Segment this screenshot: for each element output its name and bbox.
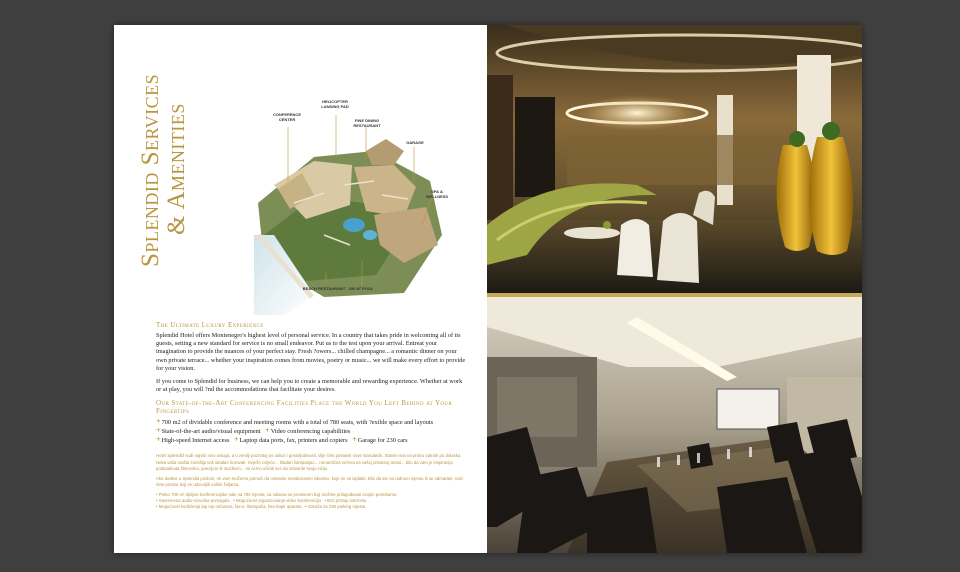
plus-icon: + <box>156 435 161 445</box>
title-line-2: & Amenities <box>163 103 190 235</box>
feature-item: State-of-the-art audio/visual equipment <box>161 428 261 436</box>
label-pool: 250 M² POOL <box>348 286 374 291</box>
local-bullet: • Garaža za 230 parking mjesta <box>305 504 366 510</box>
plus-icon: + <box>352 435 357 445</box>
label-fine-dining: FINE DINING RESTAURANT <box>353 118 381 128</box>
feature-row <box>156 418 466 427</box>
resort-aerial-map <box>254 85 454 315</box>
brochure-spread <box>114 25 862 553</box>
feature-list <box>156 418 466 445</box>
label-beach-restaurant: BEACH RESTAURANT <box>302 286 346 291</box>
luxury-paragraph-1: Splendid Hotel offers Montenegro's highest level of personal service. In a country that takes pride in welcoming all of its guests, setting a new standard for service is no small endeavor. Put us to the test upon your arrival. Entreat your imagination to provide the nuances of your perfect stay. Fresh ?owers... chilled champagne... a romantic dinner on your own private terrace... whether your inspiration comes from movies, poetry or music... we will make every effort to provide for your vision. <box>156 332 466 372</box>
title-line-1: Splendid Services <box>137 73 164 267</box>
local-bullet: • Mogućnost korišćenja lap top računara, fax-a, štampača, foto-kopir aparata <box>156 504 302 510</box>
section-heading-luxury: The Ultimate Luxury Experience <box>156 321 264 329</box>
label-spa-wellness: SPA & WELLNESS <box>425 189 449 199</box>
left-page <box>114 25 487 553</box>
page-title <box>138 45 198 275</box>
feature-item: High-speed Internet access <box>161 437 230 445</box>
feature-row <box>156 427 466 436</box>
local-paragraph-1: Hotel Splendid nudi najviši nivo usluga, a u zemlji poznatoj po usluzi i gostoljubivosti, vlije ćeki postaviti nove standarde. Stavite nas na probu odmah po dolasku. Neka vaša mašta zamišlja vaš idealan boravak. Svježe cvijeće... hladan šampanjac... romantična večera na vašoj privatnoj terasi... bilo da vam je inspiracija podstaknuta filmovima, poezijom ili muzikom... mi ćemo učiniti sve da ostvarite svoju viziju. <box>156 453 462 471</box>
label-garage: GARAGE <box>406 140 424 145</box>
feature-row <box>156 436 466 445</box>
plus-icon: + <box>265 426 270 436</box>
local-bullet: • Savremena audio-vizuelna pomagala <box>156 498 230 504</box>
local-bullet: • Mogućnost organizovanja video konferencija <box>233 498 321 504</box>
plus-icon: + <box>156 426 161 436</box>
feature-item: 700 m2 of dividable conference and meeting rooms with a total of 780 seats, with ?exible space and layouts <box>161 419 434 427</box>
local-bullet-row <box>156 504 466 510</box>
feature-item: Video conferencing capabilities <box>270 428 351 436</box>
conference-room-photo <box>487 297 862 553</box>
label-conference-center: CONFERENCE CENTER <box>272 112 301 122</box>
feature-item: Garage for 230 cars <box>357 437 408 445</box>
feature-item: Laptop data ports, fax, printers and copiers <box>239 437 348 445</box>
local-paragraph-2: Ako dođete u Splendid poslom, mi vam možemo pomoći da ostvarite nezaboravno iskustvo, koje će se isplatiti. Bilo da ste na radnom mjestu ili se odmarate, naći ćete prostor koji će udovoljiti vašim željama. <box>156 475 463 487</box>
text-content <box>156 321 466 511</box>
plus-icon: + <box>156 417 161 427</box>
section-heading-conferencing: Our State-of-the-Art Conferencing Facilities Place the World You Left Behind at Your Fingertips <box>156 399 453 416</box>
luxury-paragraph-2: If you come to Splendid for business, we can help you to create a memorable and rewarding experience. Whether at work or at play, you will ?nd the accommodations that facilitate your desires. <box>156 378 463 394</box>
local-bullet: • Brzi pristup internetu <box>324 498 367 504</box>
lobby-lounge-photo <box>487 25 862 293</box>
right-page <box>487 25 862 553</box>
label-helicopter-pad: HELICOPTER LANDING PAD <box>321 99 349 109</box>
local-bullet: • Preko 700 m² djeljive konferencijske sale sa 780 mjesta, sa salama se prostorom koji možete prilagođavati svojim potrebama <box>156 491 397 497</box>
local-bullet-list <box>156 492 466 511</box>
plus-icon: + <box>233 435 239 445</box>
